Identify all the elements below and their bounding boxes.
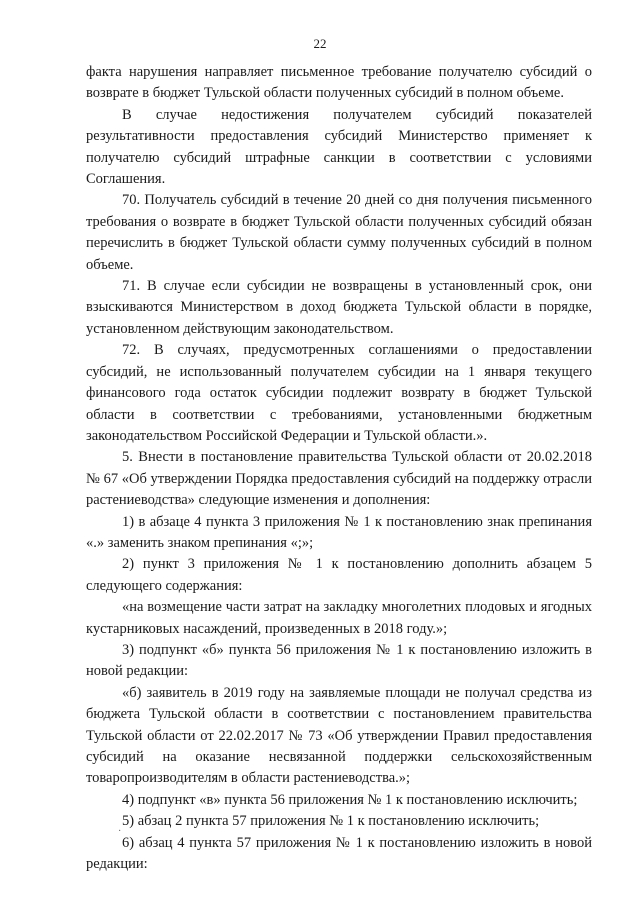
- paragraph-subitem-1: 1) в абзаце 4 пункта 3 приложения № 1 к постановлению знак препинания «.» заменить знаком препинания «;»;: [86, 513, 592, 551]
- paragraph-subitem-4: 4) подпункт «в» пункта 56 приложения № 1 к постановлению исключить;: [122, 791, 578, 808]
- document-body: [86, 62, 592, 875]
- scan-speck: ·: [118, 826, 122, 837]
- paragraph-subitem-6: 6) абзац 4 пункта 57 приложения № 1 к постановлению изложить в новой редакции:: [86, 834, 592, 873]
- paragraph-continuation: факта нарушения направляет письменное требование получателю субсидий о возврате в бюджет Тульской области полученных субсидий в полном объеме.: [86, 64, 592, 102]
- paragraph-subitem-3: 3) подпункт «б» пункта 56 приложения № 1 к постановлению изложить в новой редакции:: [86, 641, 592, 680]
- paragraph-quote-2: «б) заявитель в 2019 году на заявляемые площади не получал средства из бюджета Тульской области в соответствии с постановлением правительства Тульской области от 22.02.2017 № 73 «Об утверждении Правил предоставления субсидий на оказание несвязанной поддержки сельскохозяйственным товаропроизводителям в области растениеводства.»;: [86, 684, 592, 787]
- paragraph-subitem-5: 5) абзац 2 пункта 57 приложения № 1 к постановлению исключить;: [122, 813, 540, 830]
- paragraph-subitem-2: 2) пункт 3 приложения № 1 к постановлению дополнить абзацем 5 следующего содержания:: [86, 556, 592, 594]
- paragraph-item-5: 5. Внести в постановление правительства Тульской области от 20.02.2018 № 67 «Об утверждении Порядка предоставления субсидий на поддержку отрасли растениеводства» следующие изменения и дополнения:: [86, 449, 592, 509]
- paragraph-penalty: В случае недостижения получателем субсидий показателей результативности предоставления субсидий Министерство применяет к получателю субсидий штрафные санкции в соответствии с условиями Соглашения.: [86, 106, 592, 188]
- paragraph-item-72: 72. В случаях, предусмотренных соглашениями о предоставлении субсидий, не использованный получателем субсидии на 1 января текущего финансового года остаток субсидии подлежит возврату в бюджет Тульской области в соответствии с требованиями, установленными бюджетным законодательством Российской Федерации и Тульской области.».: [86, 342, 592, 444]
- paragraph-quote-1: «на возмещение части затрат на закладку многолетних плодовых и ягодных кустарниковых насаждений, произведенных в 2018 году.»;: [86, 599, 592, 637]
- paragraph-item-70: 70. Получатель субсидий в течение 20 дней со дня получения письменного требования о возврате в бюджет Тульской области полученных субсидий обязан перечислить в бюджет Тульской области сумму полученных субсидий в полном объеме.: [86, 192, 592, 273]
- paragraph-item-71: 71. В случае если субсидии не возвращены в установленный срок, они взыскиваются Министерством в доход бюджета Тульской области в порядке, установленном действующим законодательством.: [86, 278, 592, 337]
- page-number: 22: [313, 36, 327, 51]
